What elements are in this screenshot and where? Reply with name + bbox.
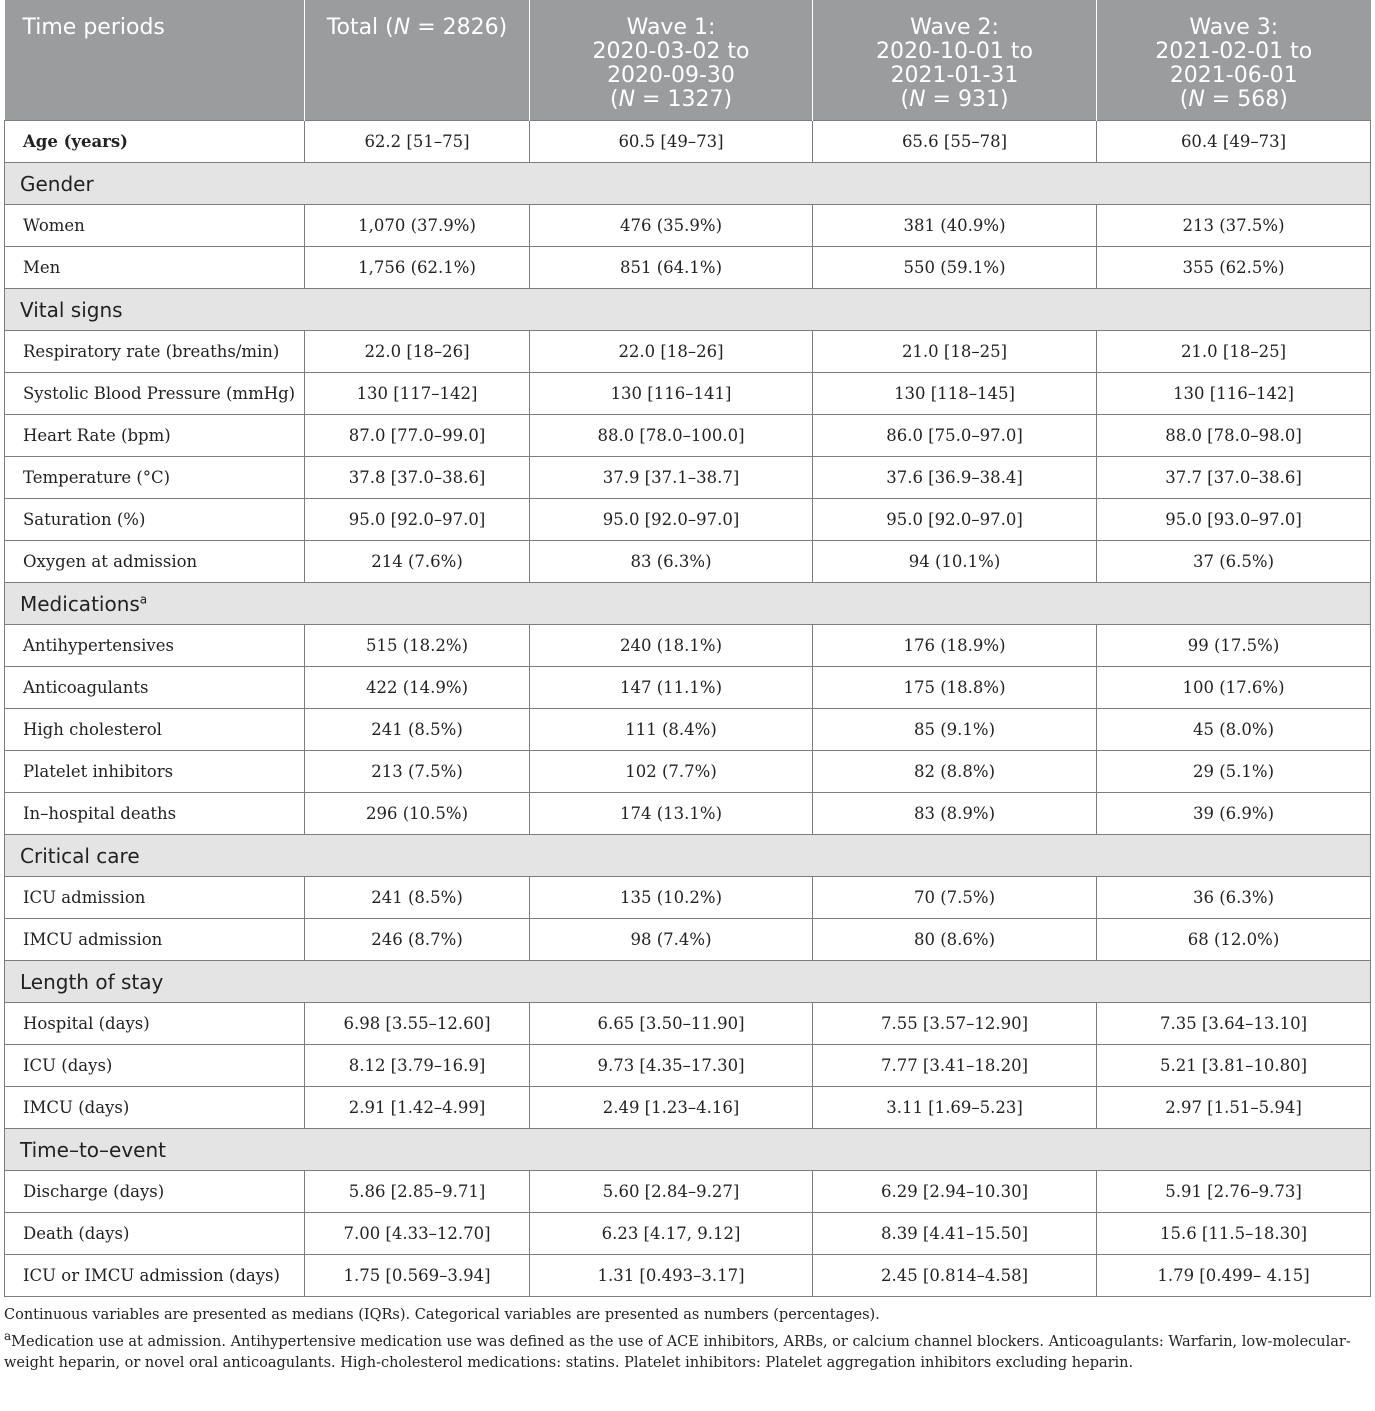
cell-value: 37 (6.5%) — [1097, 541, 1371, 583]
cell-value: 246 (8.7%) — [305, 919, 530, 961]
table-row — [5, 1255, 1371, 1297]
header-total — [305, 0, 530, 121]
cell-value: 8.39 [4.41–15.50] — [813, 1213, 1097, 1255]
wave-3-title: Wave 3: — [1189, 15, 1279, 40]
section-title: Critical care — [20, 843, 140, 868]
footnote-text: Medication use at admission. Antihypertensive medication use was defined as the use of ACE inhibitors, ARBs, or calcium channel blockers. Anticoagulants: Warfarin, low-molecular-weight heparin, or novel oral anticoagulants. High-cholesterol medications: statins. Platelet inhibitors: Platelet aggregation inhibitors excluding heparin. — [4, 1333, 1351, 1371]
wave-1-n-pre: ( — [609, 87, 619, 112]
cell-value: 515 (18.2%) — [305, 625, 530, 667]
header-total-post: = 2826) — [410, 15, 508, 40]
cell-value: 1.75 [0.569–3.94] — [305, 1255, 530, 1297]
cell-value: 130 [118–145] — [813, 373, 1097, 415]
header-time-periods: Time periods — [5, 0, 305, 121]
cell-value: 102 (7.7%) — [530, 751, 813, 793]
wave-3-n — [1103, 88, 1365, 112]
wave-2-n-post: = 931) — [925, 87, 1009, 112]
cell-value: 296 (10.5%) — [305, 793, 530, 835]
header-wave-3 — [1097, 0, 1371, 121]
table-notes — [4, 1305, 1370, 1374]
cell-value: 241 (8.5%) — [305, 877, 530, 919]
row-label: Saturation (%) — [5, 499, 305, 541]
wave-1-start: 2020-03-02 to — [592, 39, 750, 64]
row-label: In–hospital deaths — [5, 793, 305, 835]
cell-value: 550 (59.1%) — [813, 247, 1097, 289]
table-row — [5, 919, 1371, 961]
wave-2-start: 2020-10-01 to — [876, 39, 1033, 64]
header-wave-1 — [530, 0, 813, 121]
row-label: IMCU (days) — [5, 1087, 305, 1129]
wave-1-title: Wave 1: — [626, 15, 716, 40]
row-label: Respiratory rate (breaths/min) — [5, 331, 305, 373]
cell-value: 1,756 (62.1%) — [305, 247, 530, 289]
wave-3-start: 2021-02-01 to — [1155, 39, 1313, 64]
cell-value: 29 (5.1%) — [1097, 751, 1371, 793]
cell-value: 22.0 [18–26] — [305, 331, 530, 373]
cell-value: 85 (9.1%) — [813, 709, 1097, 751]
cell-value: 7.77 [3.41–18.20] — [813, 1045, 1097, 1087]
section-label — [5, 961, 1371, 1003]
cell-value: 3.11 [1.69–5.23] — [813, 1087, 1097, 1129]
cell-value: 422 (14.9%) — [305, 667, 530, 709]
cell-value: 86.0 [75.0–97.0] — [813, 415, 1097, 457]
table-row — [5, 373, 1371, 415]
cell-value: 82 (8.8%) — [813, 751, 1097, 793]
cell-value: 7.00 [4.33–12.70] — [305, 1213, 530, 1255]
cell-value: 21.0 [18–25] — [813, 331, 1097, 373]
footnote-mark: a — [4, 1329, 12, 1343]
cell-value: 39 (6.9%) — [1097, 793, 1371, 835]
cell-value: 98 (7.4%) — [530, 919, 813, 961]
cell-value: 6.29 [2.94–10.30] — [813, 1171, 1097, 1213]
section-title: Medications — [20, 591, 140, 616]
table-row — [5, 499, 1371, 541]
cell-value: 213 (37.5%) — [1097, 205, 1371, 247]
row-label: Anticoagulants — [5, 667, 305, 709]
table-row — [5, 1003, 1371, 1045]
cell-value: 95.0 [93.0–97.0] — [1097, 499, 1371, 541]
table-row — [5, 1087, 1371, 1129]
table-row — [5, 877, 1371, 919]
row-label: Systolic Blood Pressure (mmHg) — [5, 373, 305, 415]
cell-value: 7.55 [3.57–12.90] — [813, 1003, 1097, 1045]
section-row — [5, 835, 1371, 877]
row-label: Antihypertensives — [5, 625, 305, 667]
cell-value: 130 [116–142] — [1097, 373, 1371, 415]
row-label: Men — [5, 247, 305, 289]
cell-value: 60.5 [49–73] — [530, 121, 813, 163]
section-label — [5, 1129, 1371, 1171]
row-label: Death (days) — [5, 1213, 305, 1255]
cell-value: 381 (40.9%) — [813, 205, 1097, 247]
row-label: Women — [5, 205, 305, 247]
row-label: IMCU admission — [5, 919, 305, 961]
cell-value: 83 (6.3%) — [530, 541, 813, 583]
row-label: Age (years) — [5, 121, 305, 163]
wave-3-n-post: = 568) — [1204, 87, 1288, 112]
cell-value: 1.31 [0.493–3.17] — [530, 1255, 813, 1297]
cell-value: 37.6 [36.9–38.4] — [813, 457, 1097, 499]
cell-value: 37.7 [37.0–38.6] — [1097, 457, 1371, 499]
wave-3-end: 2021-06-01 — [1169, 63, 1298, 88]
section-row — [5, 163, 1371, 205]
cell-value: 60.4 [49–73] — [1097, 121, 1371, 163]
cell-value: 95.0 [92.0–97.0] — [530, 499, 813, 541]
row-label: ICU admission — [5, 877, 305, 919]
cell-value: 83 (8.9%) — [813, 793, 1097, 835]
section-row — [5, 961, 1371, 1003]
cell-value: 6.98 [3.55–12.60] — [305, 1003, 530, 1045]
section-label — [5, 835, 1371, 877]
section-title: Length of stay — [20, 969, 164, 994]
table-row — [5, 121, 1371, 163]
section-row — [5, 289, 1371, 331]
section-label — [5, 583, 1371, 625]
cell-value: 851 (64.1%) — [530, 247, 813, 289]
cell-value: 88.0 [78.0–100.0] — [530, 415, 813, 457]
cell-value: 5.91 [2.76–9.73] — [1097, 1171, 1371, 1213]
section-row — [5, 583, 1371, 625]
wave-2-title: Wave 2: — [910, 15, 999, 40]
table-row — [5, 205, 1371, 247]
cell-value: 147 (11.1%) — [530, 667, 813, 709]
row-label: Hospital (days) — [5, 1003, 305, 1045]
table-row — [5, 247, 1371, 289]
cell-value: 135 (10.2%) — [530, 877, 813, 919]
cell-value: 214 (7.6%) — [305, 541, 530, 583]
cell-value: 1,070 (37.9%) — [305, 205, 530, 247]
wave-2-n-label: N — [909, 87, 926, 112]
cell-value: 70 (7.5%) — [813, 877, 1097, 919]
cell-value: 68 (12.0%) — [1097, 919, 1371, 961]
cell-value: 2.91 [1.42–4.99] — [305, 1087, 530, 1129]
wave-2-n — [819, 88, 1090, 112]
cell-value: 476 (35.9%) — [530, 205, 813, 247]
cell-value: 62.2 [51–75] — [305, 121, 530, 163]
wave-1-n-label: N — [618, 87, 636, 112]
cell-value: 2.45 [0.814–4.58] — [813, 1255, 1097, 1297]
table-container — [4, 0, 1370, 1374]
cell-value: 6.65 [3.50–11.90] — [530, 1003, 813, 1045]
section-title: Time–to–event — [20, 1137, 166, 1162]
table-row — [5, 541, 1371, 583]
row-label: Oxygen at admission — [5, 541, 305, 583]
table-row — [5, 331, 1371, 373]
section-footnote-mark: a — [139, 591, 148, 606]
cell-value: 241 (8.5%) — [305, 709, 530, 751]
section-title: Vital signs — [20, 297, 123, 322]
section-label — [5, 163, 1371, 205]
section-title: Gender — [20, 171, 94, 196]
cell-value: 175 (18.8%) — [813, 667, 1097, 709]
cell-value: 99 (17.5%) — [1097, 625, 1371, 667]
cell-value: 100 (17.6%) — [1097, 667, 1371, 709]
wave-2-n-pre: ( — [900, 87, 910, 112]
header-wave-2 — [813, 0, 1097, 121]
cell-value: 130 [116–141] — [530, 373, 813, 415]
cell-value: 9.73 [4.35–17.30] — [530, 1045, 813, 1087]
cell-value: 65.6 [55–78] — [813, 121, 1097, 163]
wave-2-end: 2021-01-31 — [890, 63, 1019, 88]
cell-value: 1.79 [0.499– 4.15] — [1097, 1255, 1371, 1297]
header-total-pre: Total ( — [326, 15, 394, 40]
cell-value: 5.86 [2.85–9.71] — [305, 1171, 530, 1213]
row-label: Discharge (days) — [5, 1171, 305, 1213]
cell-value: 6.23 [4.17, 9.12] — [530, 1213, 813, 1255]
wave-1-end: 2020-09-30 — [607, 63, 735, 88]
cell-value: 213 (7.5%) — [305, 751, 530, 793]
results-table — [4, 0, 1371, 1297]
table-body — [5, 121, 1371, 1297]
row-label: ICU (days) — [5, 1045, 305, 1087]
cell-value: 45 (8.0%) — [1097, 709, 1371, 751]
cell-value: 87.0 [77.0–99.0] — [305, 415, 530, 457]
table-row — [5, 667, 1371, 709]
cell-value: 111 (8.4%) — [530, 709, 813, 751]
cell-value: 130 [117–142] — [305, 373, 530, 415]
row-label: ICU or IMCU admission (days) — [5, 1255, 305, 1297]
row-label: Heart Rate (bpm) — [5, 415, 305, 457]
cell-value: 95.0 [92.0–97.0] — [305, 499, 530, 541]
cell-value: 37.9 [37.1–38.7] — [530, 457, 813, 499]
section-row — [5, 1129, 1371, 1171]
cell-value: 36 (6.3%) — [1097, 877, 1371, 919]
table-row — [5, 415, 1371, 457]
cell-value: 95.0 [92.0–97.0] — [813, 499, 1097, 541]
row-label: Temperature (°C) — [5, 457, 305, 499]
table-row — [5, 1213, 1371, 1255]
cell-value: 22.0 [18–26] — [530, 331, 813, 373]
cell-value: 174 (13.1%) — [530, 793, 813, 835]
cell-value: 240 (18.1%) — [530, 625, 813, 667]
header-total-n: N — [393, 15, 411, 40]
notes-line-1: Continuous variables are presented as medians (IQRs). Categorical variables are presented as numbers (percentages). — [4, 1307, 880, 1323]
table-row — [5, 625, 1371, 667]
cell-value: 15.6 [11.5–18.30] — [1097, 1213, 1371, 1255]
cell-value: 37.8 [37.0–38.6] — [305, 457, 530, 499]
table-row — [5, 751, 1371, 793]
section-label — [5, 289, 1371, 331]
table-row — [5, 709, 1371, 751]
cell-value: 5.60 [2.84–9.27] — [530, 1171, 813, 1213]
cell-value: 80 (8.6%) — [813, 919, 1097, 961]
cell-value: 176 (18.9%) — [813, 625, 1097, 667]
wave-1-n — [536, 88, 806, 112]
table-row — [5, 1171, 1371, 1213]
cell-value: 21.0 [18–25] — [1097, 331, 1371, 373]
cell-value: 88.0 [78.0–98.0] — [1097, 415, 1371, 457]
wave-3-n-pre: ( — [1179, 87, 1189, 112]
table-row — [5, 793, 1371, 835]
cell-value: 5.21 [3.81–10.80] — [1097, 1045, 1371, 1087]
cell-value: 7.35 [3.64–13.10] — [1097, 1003, 1371, 1045]
row-label: Platelet inhibitors — [5, 751, 305, 793]
cell-value: 8.12 [3.79–16.9] — [305, 1045, 530, 1087]
wave-1-n-post: = 1327) — [635, 87, 733, 112]
table-row — [5, 1045, 1371, 1087]
cell-value: 355 (62.5%) — [1097, 247, 1371, 289]
notes-footnote — [4, 1326, 1370, 1374]
wave-3-n-label: N — [1188, 87, 1205, 112]
cell-value: 2.97 [1.51–5.94] — [1097, 1087, 1371, 1129]
cell-value: 94 (10.1%) — [813, 541, 1097, 583]
header-row — [5, 0, 1371, 121]
row-label: High cholesterol — [5, 709, 305, 751]
cell-value: 2.49 [1.23–4.16] — [530, 1087, 813, 1129]
table-row — [5, 457, 1371, 499]
